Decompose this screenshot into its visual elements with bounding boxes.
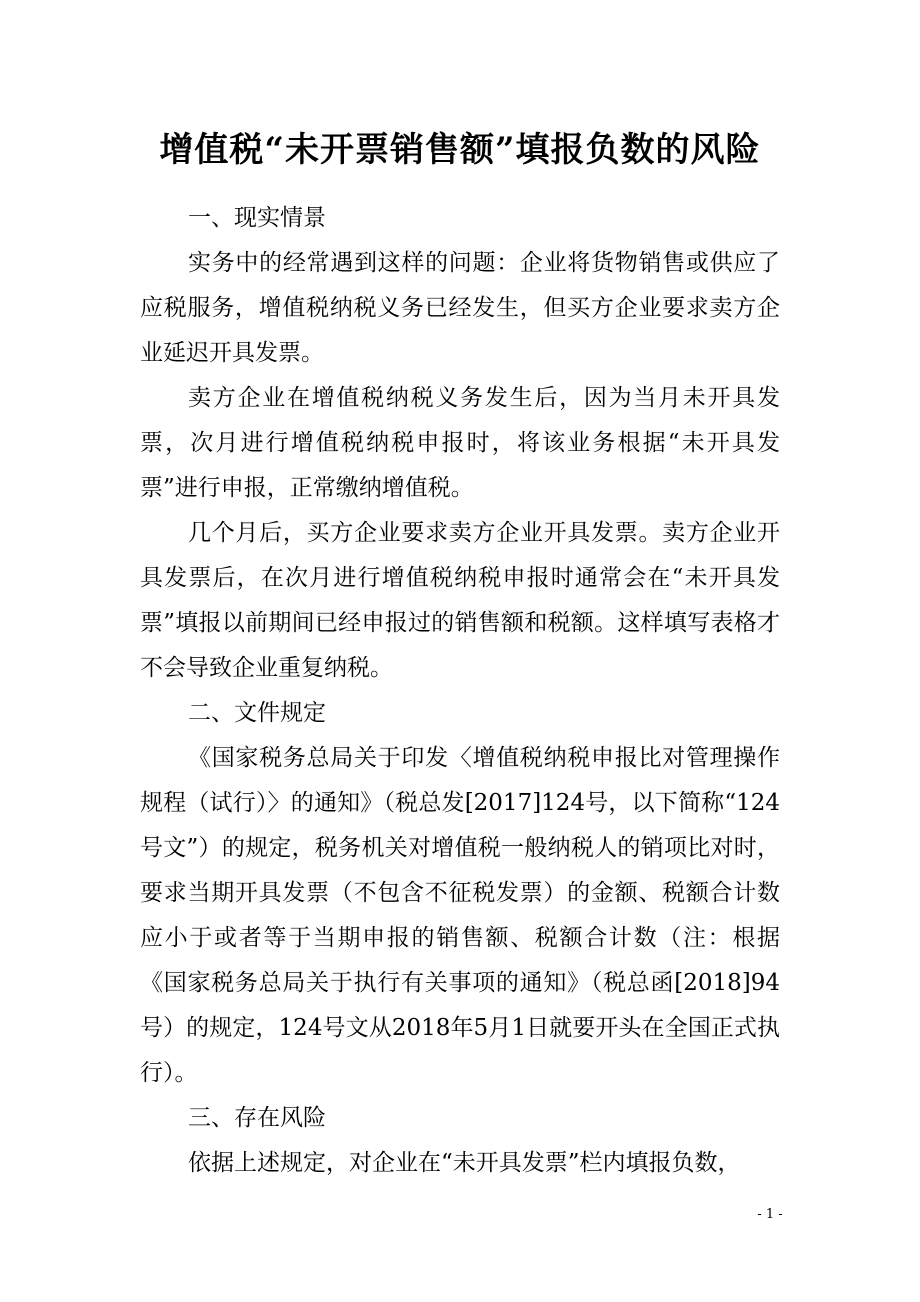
section-1-paragraph-3: 几个月后，买方企业要求卖方企业开具发票。卖方企业开具发票后，在次月进行增值税纳税申报时通常会在“未开具发票”填报以前期间已经申报过的销售额和税额。这样填写表格才不会导致企业重复纳税。 (140, 520, 780, 681)
page-number: - 1 - (757, 1207, 783, 1222)
section-1-paragraph-1: 实务中的经常遇到这样的问题：企业将货物销售或供应了应税服务，增值税纳税义务已经发生，但买方企业要求卖方企业延迟开具发票。 (140, 250, 780, 366)
section-1-paragraph-2: 卖方企业在增值税纳税义务发生后，因为当月未开具发票，次月进行增值税纳税申报时，将该业务根据“未开具发票”进行申报，正常缴纳增值税。 (140, 385, 780, 501)
section-2-paragraph-1: 《国家税务总局关于印发〈增值税纳税申报比对管理操作规程（试行）〉的通知》（税总发[2017]124号，以下简称“124号文”）的规定，税务机关对增值税一般纳税人的销项比对时，要求当期开具发票（不包含不征税发票）的金额、税额合计数应小于或者等于当期申报的销售额、税额合计数（注：根据《国家税务总局关于执行有关事项的通知》（税总函[2018]94号）的规定，124号文从2018年5月1日就要开头在全国正式执行）。 (140, 745, 780, 1086)
document-title: 增值税“未开票销售额”填报负数的风险 (159, 130, 761, 170)
section-3-paragraph-1: 依据上述规定，对企业在“未开具发票”栏内填报负数， (188, 1150, 741, 1176)
document-body (140, 196, 780, 1186)
section-heading-3: 三、存在风险 (188, 1105, 326, 1131)
section-heading-2: 二、文件规定 (188, 700, 326, 726)
section-heading-1: 一、现实情景 (188, 205, 326, 231)
